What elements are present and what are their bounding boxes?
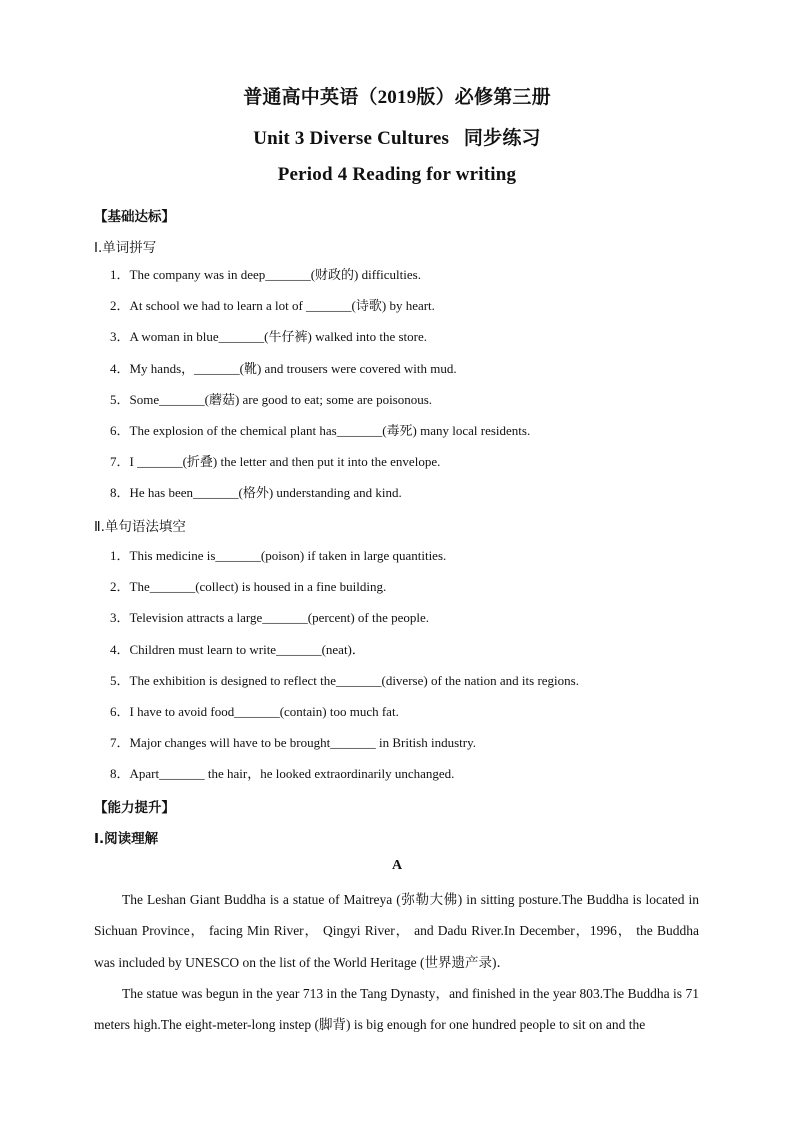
list-item: 8．Apart_______ the hair，he looked extraordinarily unchanged. (110, 766, 455, 782)
unit-title: Unit 3 Diverse Cultures 同步练习 (253, 128, 541, 149)
list-item: 5．The exhibition is designed to reflect the_______(diverse) of the nation and its regions. (110, 672, 579, 688)
passage-paragraph: The statue was begun in the year 713 in the Tang Dynasty，and finished in the year 803.The Buddha is 71 meters high.The eight-meter-long instep (脚背) is big enough for one hundred people to sit on and the (94, 986, 699, 1033)
advanced-section-label: 【能力提升】 (94, 800, 175, 816)
list-item: 3．A woman in blue_______(牛仔裤) walked into the store. (110, 329, 428, 345)
list-item: 2．The_______(collect) is housed in a fine building. (110, 579, 387, 595)
list-item: 6．The explosion of the chemical plant has_______(毒死) many local residents. (110, 422, 531, 438)
list-item: 4．Children must learn to write_______(neat)． (110, 641, 365, 657)
list-item: 8．He has been_______(格外) understanding and kind. (110, 485, 402, 501)
list-item: 1．This medicine is_______(poison) if taken in large quantities. (110, 548, 447, 563)
document-title: 普通高中英语（2019版）必修第三册 (243, 87, 551, 108)
grammar-list (110, 546, 579, 796)
list-item: 5．Some_______(蘑菇) are good to eat; some are poisonous. (110, 391, 433, 407)
passage-paragraph: The Leshan Giant Buddha is a statue of Maitreya (弥勒大佛) in sitting posture.The Buddha is located in Sichuan Province， facing Min River， Qingyi River， and Dadu River.In December，1996， the Buddha was included by UNESCO on the list of the World Heritage (世界遗产录)． (94, 892, 699, 970)
spelling-list (110, 265, 530, 515)
list-item: 1．The company was in deep_______(财政的) difficulties. (110, 267, 421, 282)
part2-title: Ⅱ.单句语法填空 (94, 519, 186, 535)
reading-title: Ⅰ.阅读理解 (94, 831, 159, 847)
list-item: 7．Major changes will have to be brought_______ in British industry. (110, 735, 476, 751)
part1-title: Ⅰ.单词拼写 (94, 240, 157, 256)
passage-heading: A (391, 858, 403, 873)
list-item: 2．At school we had to learn a lot of _______(诗歌) by heart. (110, 298, 435, 314)
list-item: 3．Television attracts a large_______(percent) of the people. (110, 610, 430, 626)
period-title: Period 4 Reading for writing (277, 164, 517, 185)
list-item: 6．I have to avoid food_______(contain) too much fat. (110, 703, 399, 719)
list-item: 7．I _______(折叠) the letter and then put it into the envelope. (110, 454, 441, 470)
list-item: 4．My hands，_______(靴) and trousers were covered with mud. (110, 360, 457, 376)
basic-section-label: 【基础达标】 (94, 209, 175, 225)
